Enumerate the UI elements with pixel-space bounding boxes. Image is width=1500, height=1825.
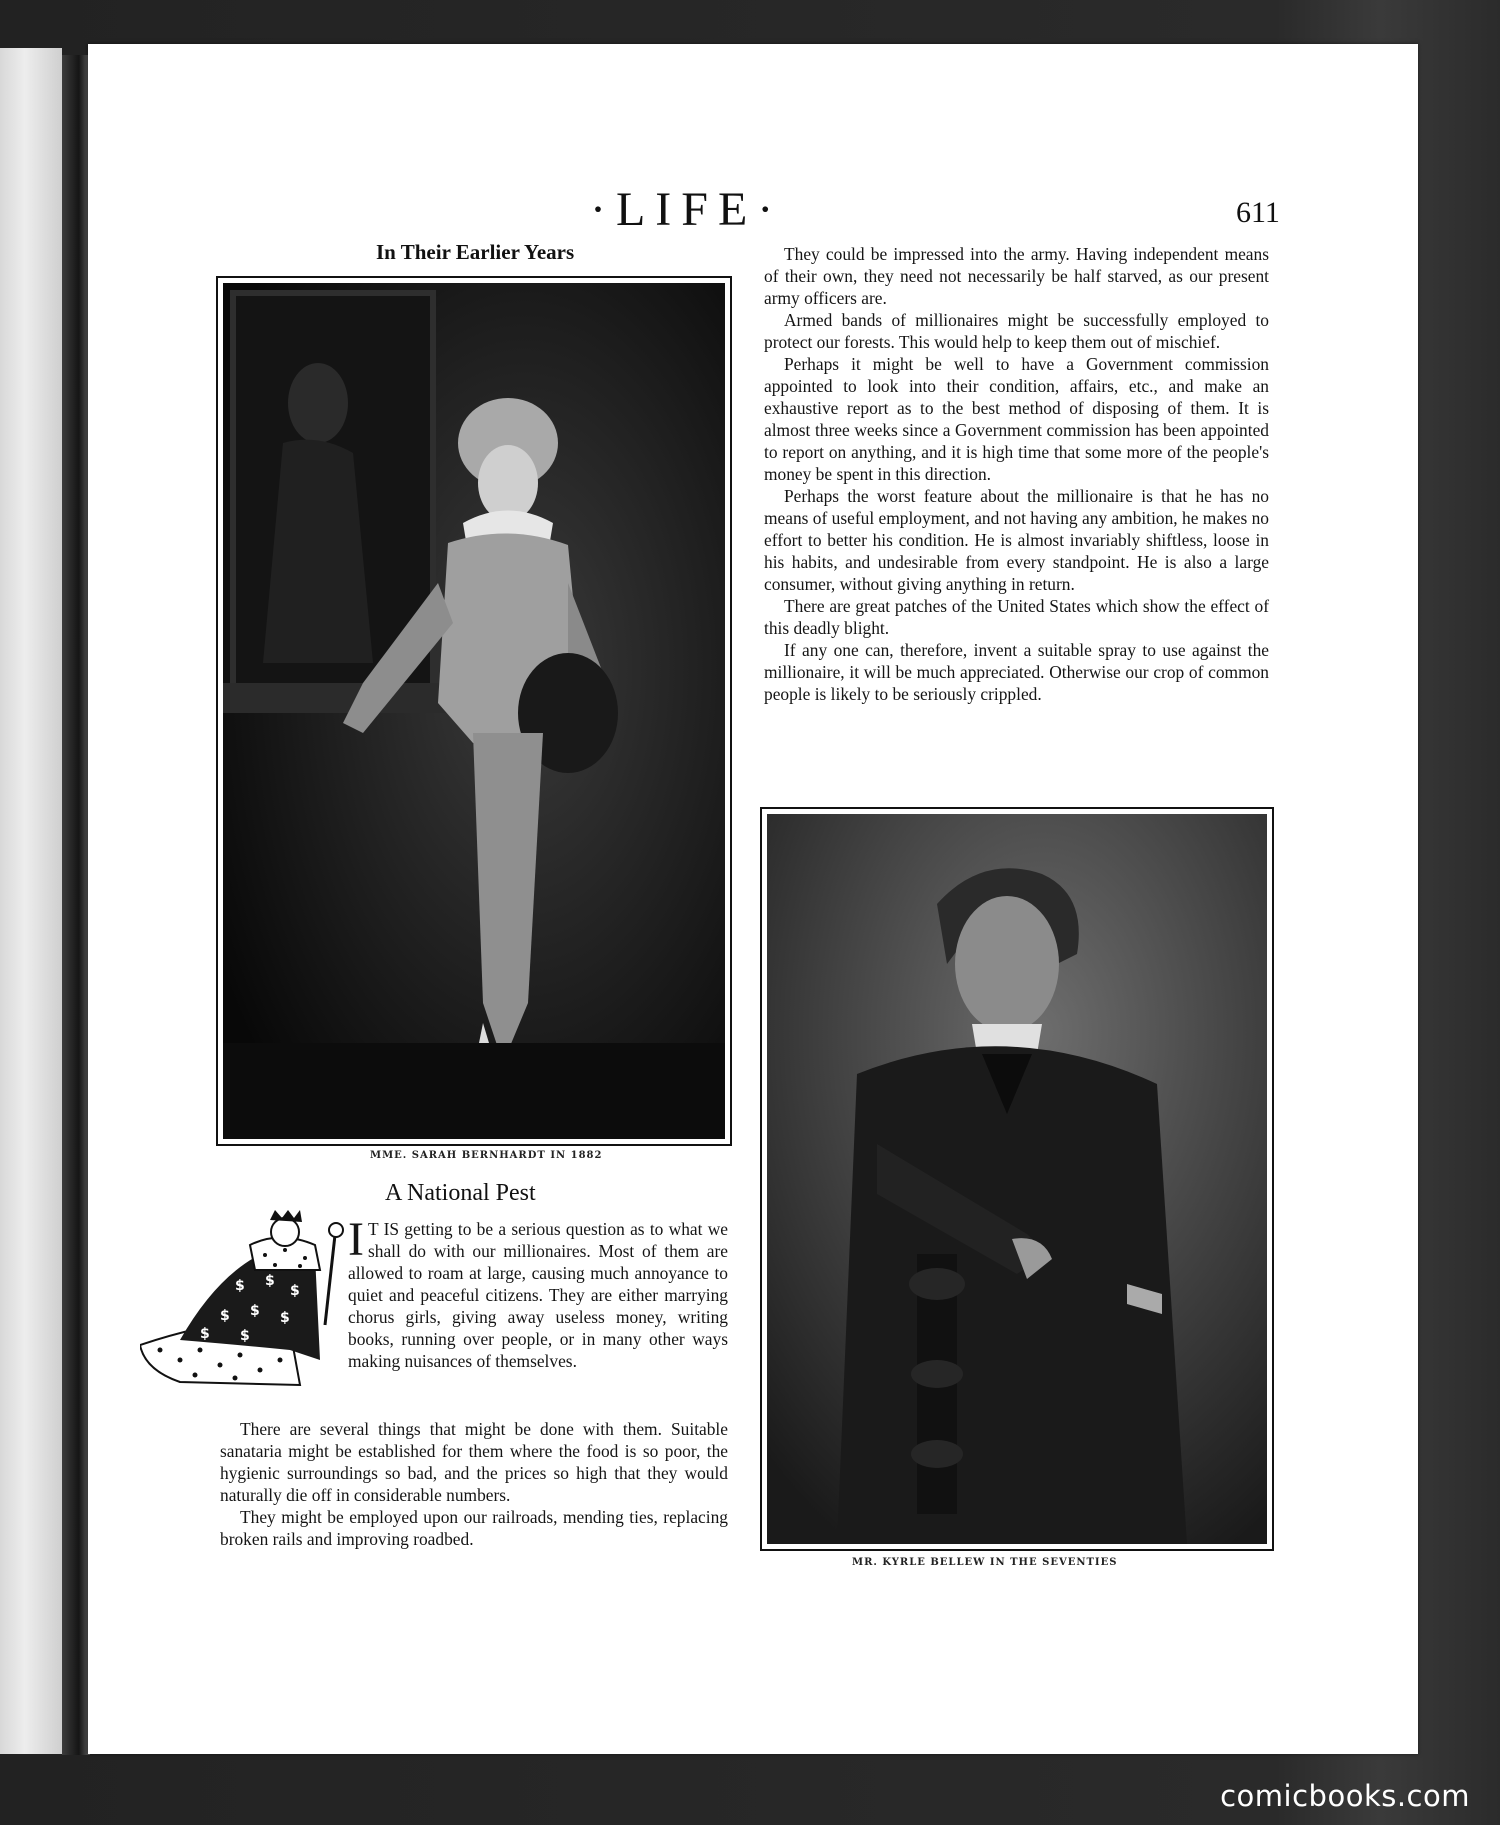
article-paragraph-3: They might be employed upon our railroads, mending ties, replacing broken rails and improving roadbed. bbox=[220, 1507, 728, 1549]
svg-text:$: $ bbox=[235, 1278, 245, 1294]
photo-bernhardt-caption: MME. SARAH BERNHARDT IN 1882 bbox=[370, 1150, 603, 1161]
article-left-column bbox=[220, 1418, 728, 1550]
right-paragraph-6: If any one can, therefore, invent a suitable spray to use against the millionaire, it will be much appreciated. Otherwise our crop of common people is likely to be seriously crippled. bbox=[764, 640, 1269, 704]
book-gutter bbox=[62, 55, 90, 1755]
site-watermark: comicbooks.com bbox=[1220, 1779, 1470, 1813]
svg-text:$: $ bbox=[240, 1328, 250, 1344]
article-title: A National Pest bbox=[385, 1180, 536, 1206]
page-number: 611 bbox=[1236, 196, 1280, 229]
facing-page-edge bbox=[0, 48, 62, 1754]
svg-text:$: $ bbox=[250, 1303, 260, 1319]
masthead-title: ·LIFE· bbox=[590, 183, 784, 236]
photo-bernhardt bbox=[216, 276, 732, 1146]
right-paragraph-1: They could be impressed into the army. Having independent means of their own, they need not necessarily be half starved, as our present army officers are. bbox=[764, 244, 1269, 308]
svg-text:$: $ bbox=[265, 1273, 275, 1289]
svg-text:$: $ bbox=[220, 1308, 230, 1324]
svg-text:$: $ bbox=[290, 1283, 300, 1299]
right-paragraph-4: Perhaps the worst feature about the millionaire is that he has no means of useful employment, and not having any ambition, he makes no effort to better his condition. He is almost invariably shiftless, loose in his habits, and undesirable from every standpoint. He is also a large consumer, without giving anything in return. bbox=[764, 486, 1269, 594]
lead-paragraph: T IS getting to be a serious question as to what we shall do with our millionaires. Most of them are allowed to roam at large, causing much annoyance to quiet and peaceful citizens. They are either marrying chorus girls, giving away useless money, writing books, running over people, or in many other ways making nuisances of themselves. bbox=[348, 1219, 728, 1371]
feature-heading: In Their Earlier Years bbox=[376, 240, 575, 264]
article-lead bbox=[348, 1213, 728, 1372]
article-right-column bbox=[764, 243, 1269, 705]
photo-bernhardt-image bbox=[223, 283, 725, 1139]
svg-text:$: $ bbox=[200, 1326, 210, 1342]
drop-cap: I bbox=[348, 1213, 364, 1266]
right-paragraph-2: Armed bands of millionaires might be successfully employed to protect our forests. This would help to keep them out of mischief. bbox=[764, 310, 1269, 352]
photo-bellew bbox=[760, 807, 1274, 1551]
photo-bellew-image bbox=[767, 814, 1267, 1544]
article-paragraph-2: There are several things that might be done with them. Suitable sanataria might be established for them where the food is so poor, the hygienic surroundings so bad, and the prices so high that they would naturally die off in considerable numbers. bbox=[220, 1419, 728, 1505]
photo-bellew-caption: MR. KYRLE BELLEW IN THE SEVENTIES bbox=[852, 1557, 1118, 1568]
svg-text:$: $ bbox=[280, 1310, 290, 1326]
millionaire-king-illustration bbox=[140, 1210, 352, 1390]
right-paragraph-5: There are great patches of the United States which show the effect of this deadly blight. bbox=[764, 596, 1269, 638]
right-paragraph-3: Perhaps it might be well to have a Government commission appointed to look into their condition, affairs, etc., and make an exhaustive report as to the best method of disposing of them. It is almost three weeks since a Government commission has been appointed to report on anything, and it is high time that some more of the people's money be spent in this direction. bbox=[764, 354, 1269, 484]
